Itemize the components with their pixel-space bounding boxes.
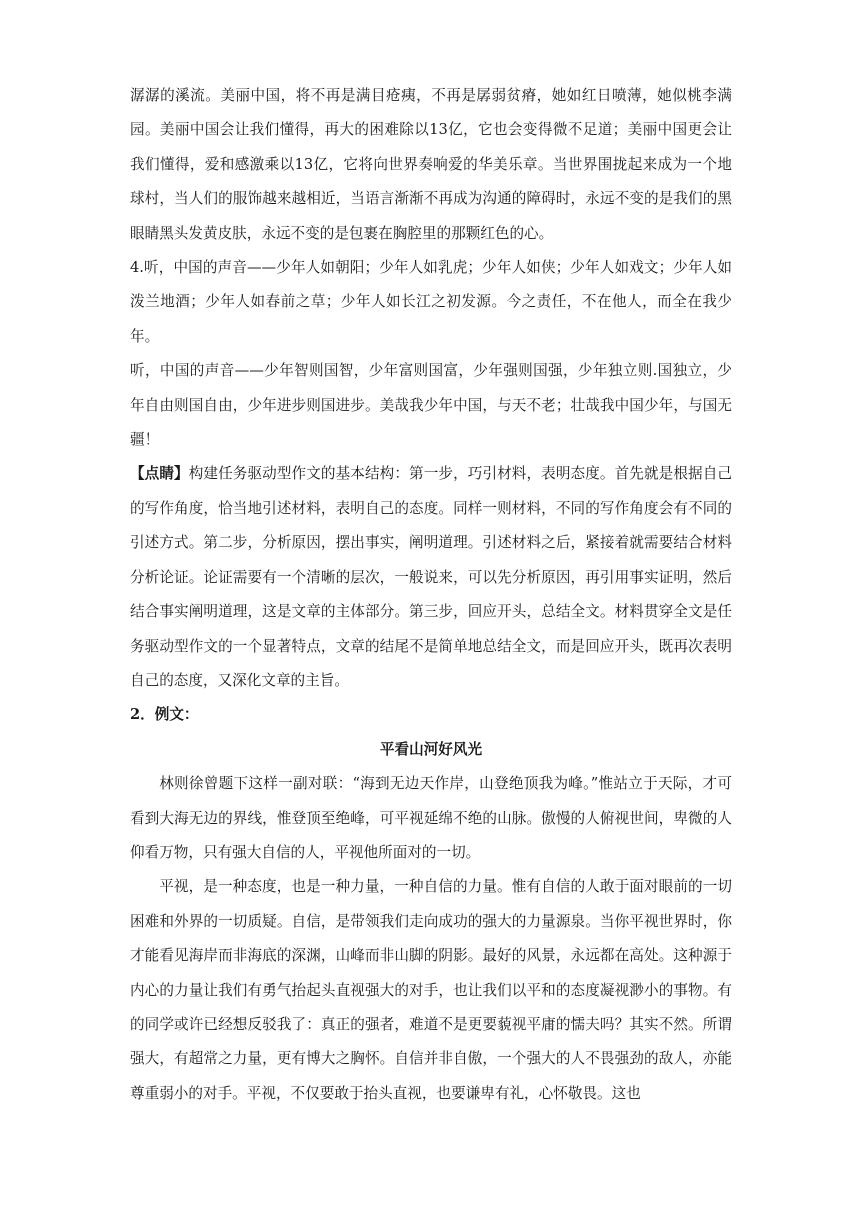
essay-paragraph-2: 平视，是一种态度，也是一种力量，一种自信的力量。惟有自信的人敢于面对眼前的一切困难和外界的一切质疑。自信，是带领我们走向成功的强大的力量源泉。当你平视世界时，你才能看见海岸而非海底的深渊，山峰而非山脚的阴影。最好的风景，永远都在高处。这种源于内心的力量让我们有勇气抬起头直视强大的对手，也让我们以平和的态度凝视渺小的事物。有的同学或许已经想反驳我了：真正的强者，难道不是更要藐视平庸的懦夫吗？其实不然。所谓强大，有超常之力量，更有博大之胸怀。自信并非自傲，一个强大的人不畏强劲的敌人，亦能尊重弱小的对手。平视，不仅要敢于抬头直视，也要谦卑有礼，心怀敬畏。这也 <box>130 878 732 1102</box>
paragraph-dianjing <box>130 457 732 698</box>
paragraph-continued: 潺潺的溪流。美丽中国，将不再是满目疮痍，不再是孱弱贫瘠，她如红日喷薄，她似桃李满园。美丽中国会让我们懂得，再大的困难除以13亿，它也会变得微不足道；美丽中国更会让我们懂得，爱和感激乘以13亿，它将向世界奏响爱的华美乐章。当世界围拢起来成为一个地球村，当人们的服饰越来越相近，当语言渐渐不再成为沟通的障碍时，永远不变的是我们的黑眼睛黑头发黄皮肤，永远不变的是包裹在胸腔里的那颗红色的心。 <box>130 87 732 242</box>
essay-paragraph-1: 林则徐曾题下这样一副对联：“海到无边天作岸，山登绝顶我为峰。”惟站立于天际，才可看到大海无边的界线，惟登顶至绝峰，可平视延绵不绝的山脉。傲慢的人俯视世间，卑微的人仰看万物，只有强大自信的人，平视他所面对的一切。 <box>130 775 732 861</box>
paragraph-voice: 听，中国的声音——少年智则国智，少年富则国富，少年强则国强，少年独立则.国独立，少年自由则国自由，少年进步则国进步。美哉我少年中国，与天不老；壮哉我中国少年，与国无疆！ <box>130 362 732 449</box>
paragraph-4: 4.听，中国的声音——少年人如朝阳；少年人如乳虎；少年人如侠；少年人如戏文；少年人如泼兰地酒；少年人如春前之草；少年人如长江之初发源。今之责任，不在他人，而全在我少年。 <box>130 259 732 345</box>
dianjing-text: 构建任务驱动型作文的基本结构：第一步，巧引材料，表明态度。首先就是根据自己的写作角度，恰当地引述材料，表明自己的态度。同样一则材料，不同的写作角度会有不同的引述方式。第二步，分析原因，摆出事实，阐明道理。引述材料之后，紧接着就需要结合材料分析论证。论证需要有一个清晰的层次，一般说来，可以先分析原因，再引用事实证明，然后结合事实阐明道理，这是文章的主体部分。第三步，回应开头，总结全文。材料贯穿全文是任务驱动型作文的一个显著特点，文章的结尾不是简单地总结全文，而是回应开头，既再次表明自己的态度，又深化文章的主旨。 <box>130 465 732 689</box>
document-body <box>130 79 732 1111</box>
section-heading: 2．例文： <box>130 706 199 724</box>
essay-title: 平看山河好风光 <box>379 740 483 758</box>
dianjing-label: 【点睛】 <box>130 465 189 483</box>
